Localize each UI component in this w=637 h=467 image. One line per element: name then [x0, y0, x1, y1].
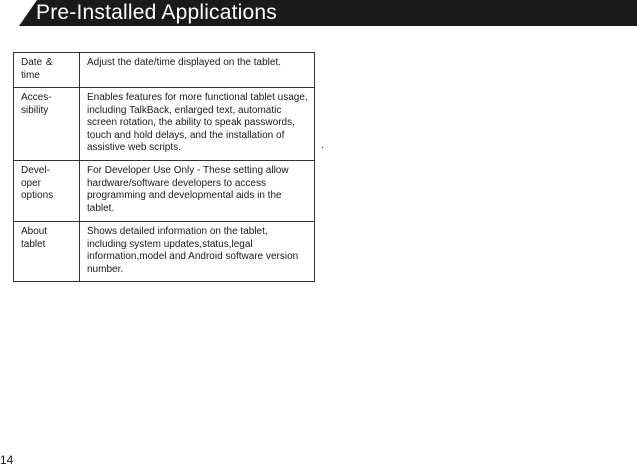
table-row-about-tablet — [14, 222, 315, 282]
settings-table — [13, 52, 315, 282]
section-header-bar — [0, 0, 637, 26]
stray-period-mark: . — [321, 140, 324, 151]
setting-name-accessibility: Acces-sibility — [14, 88, 80, 161]
setting-name-developer-options: Devel- oper options — [14, 161, 80, 222]
setting-description-accessibility: Enables features for more functional tablet usage, including TalkBack, enlarged text, automatic screen rotation, the ability to speak passwords, touch and hold delays, and the installation of assistive web scripts. — [80, 88, 315, 161]
setting-description-about-tablet: Shows detailed information on the tablet, including system updates,status,legal information,model and Android software version number. — [80, 222, 315, 282]
page-number: 14 — [0, 453, 14, 467]
setting-description-date-time: Adjust the date/time displayed on the tablet. — [80, 53, 315, 88]
setting-description-developer-options: For Developer Use Only - These setting allow hardware/software developers to access programming and developmental aids in the tablet. — [80, 161, 315, 222]
setting-name-about-tablet: About tablet — [14, 222, 80, 282]
table-row-developer-options — [14, 161, 315, 222]
setting-name-date-time: Date & time — [14, 53, 80, 88]
table-row-date-time — [14, 53, 315, 88]
section-title: Pre-Installed Applications — [36, 1, 277, 24]
table-row-accessibility — [14, 88, 315, 161]
